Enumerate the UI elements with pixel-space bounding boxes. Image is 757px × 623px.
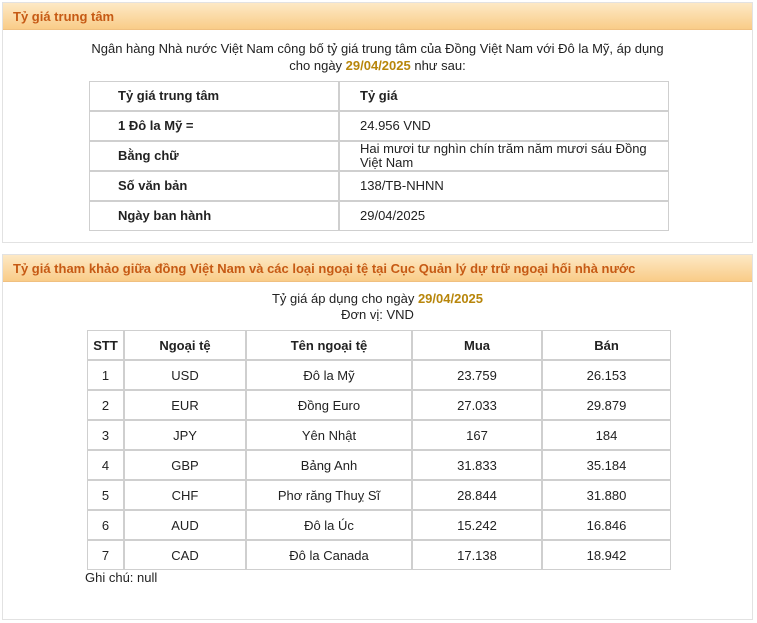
cell-buy: 27.033 (412, 390, 542, 420)
row-value: Hai mươi tư nghìn chín trăm năm mươi sáu Đồng Việt Nam (339, 141, 669, 171)
cell-currency-code: CHF (124, 480, 246, 510)
cell-stt: 2 (87, 390, 124, 420)
table-row (87, 420, 671, 450)
cell-currency-name: Yên Nhật (246, 420, 412, 450)
row-label: 1 Đô la Mỹ = (89, 111, 339, 141)
table-row (89, 111, 669, 141)
cell-currency-name: Đô la Canada (246, 540, 412, 570)
row-value: 24.956 VND (339, 111, 669, 141)
cell-buy: 17.138 (412, 540, 542, 570)
cell-currency-code: GBP (124, 450, 246, 480)
cell-currency-name: Bảng Anh (246, 450, 412, 480)
reference-rate-title: Tỷ giá tham khảo giữa đồng Việt Nam và các loại ngoại tệ tại Cục Quản lý dự trữ ngoại hối nhà nước (3, 255, 752, 282)
cell-currency-code: CAD (124, 540, 246, 570)
cell-buy: 31.833 (412, 450, 542, 480)
cell-stt: 1 (87, 360, 124, 390)
central-rate-date: 29/04/2025 (345, 58, 411, 73)
cell-stt: 6 (87, 510, 124, 540)
table-row (87, 540, 671, 570)
central-rate-intro (3, 40, 752, 74)
cell-currency-name: Đồng Euro (246, 390, 412, 420)
cell-currency-name: Đô la Úc (246, 510, 412, 540)
cell-currency-code: JPY (124, 420, 246, 450)
cell-sell: 16.846 (542, 510, 671, 540)
cell-stt: 3 (87, 420, 124, 450)
central-rate-title: Tỷ giá trung tâm (3, 3, 752, 30)
cell-sell: 29.879 (542, 390, 671, 420)
col-currency-name: Tên ngoại tệ (246, 330, 412, 360)
cell-buy: 167 (412, 420, 542, 450)
row-value: 29/04/2025 (339, 201, 669, 231)
table-row (89, 81, 669, 111)
cell-currency-code: AUD (124, 510, 246, 540)
col-currency-code: Ngoại tệ (124, 330, 246, 360)
cell-stt: 4 (87, 450, 124, 480)
table-row (89, 201, 669, 231)
cell-currency-code: EUR (124, 390, 246, 420)
apply-date-line (3, 291, 752, 307)
reference-rate-table (87, 330, 671, 570)
apply-date: 29/04/2025 (417, 291, 484, 306)
col-sell: Bán (542, 330, 671, 360)
intro-line-1: Ngân hàng Nhà nước Việt Nam công bố tỷ giá trung tâm của Đồng Việt Nam với Đô la Mỹ, áp dụng (91, 41, 664, 56)
table-row (87, 450, 671, 480)
row-value: 138/TB-NHNN (339, 171, 669, 201)
table-header-row (87, 330, 671, 360)
table-row (89, 141, 669, 171)
header-value: Tỷ giá (339, 81, 669, 111)
reference-rate-panel (2, 254, 753, 620)
table-row (87, 360, 671, 390)
cell-currency-code: USD (124, 360, 246, 390)
table-row (87, 480, 671, 510)
central-rate-panel (2, 2, 753, 243)
intro-line-2-before: cho ngày (289, 58, 346, 73)
unit-label: Đơn vị: VND (341, 307, 414, 322)
intro-line-2-after: như sau: (410, 58, 466, 73)
cell-currency-name: Phơ răng Thuỵ Sĩ (246, 480, 412, 510)
cell-currency-name: Đô la Mỹ (246, 360, 412, 390)
table-row (89, 171, 669, 201)
table-row (87, 390, 671, 420)
cell-stt: 5 (87, 480, 124, 510)
cell-sell: 18.942 (542, 540, 671, 570)
cell-buy: 28.844 (412, 480, 542, 510)
apply-date-label: Tỷ giá áp dụng cho ngày (271, 291, 418, 306)
central-rate-table (89, 81, 669, 231)
col-buy: Mua (412, 330, 542, 360)
cell-sell: 35.184 (542, 450, 671, 480)
row-label: Ngày ban hành (89, 201, 339, 231)
note-text: Ghi chú: null (85, 570, 158, 585)
cell-buy: 15.242 (412, 510, 542, 540)
col-stt: STT (87, 330, 124, 360)
cell-stt: 7 (87, 540, 124, 570)
row-label: Bằng chữ (89, 141, 339, 171)
cell-buy: 23.759 (412, 360, 542, 390)
cell-sell: 26.153 (542, 360, 671, 390)
cell-sell: 184 (542, 420, 671, 450)
table-row (87, 510, 671, 540)
header-label: Tỷ giá trung tâm (89, 81, 339, 111)
row-label: Số văn bản (89, 171, 339, 201)
cell-sell: 31.880 (542, 480, 671, 510)
